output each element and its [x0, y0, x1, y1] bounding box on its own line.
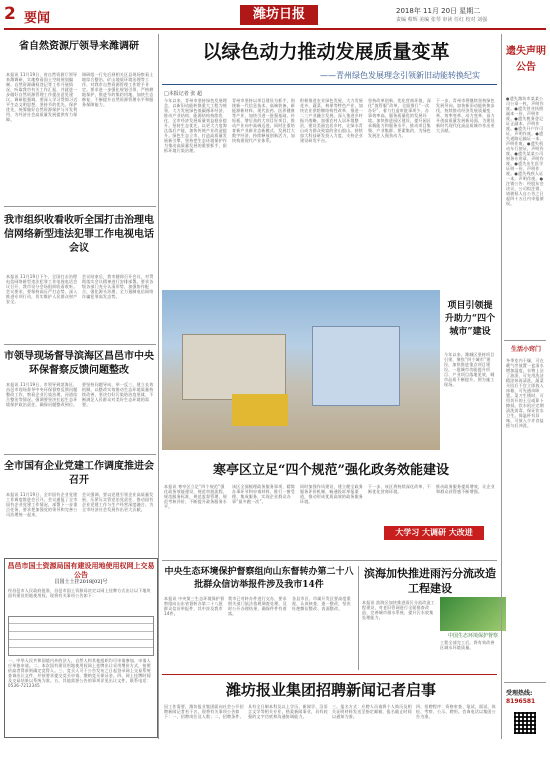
eco-badge-label: 中国生态环境保护督察: [447, 633, 498, 639]
lead-body-col2: 青州市坚持以项目建设为抓手，围绕新一代信息技术、高端装备、新能源新材料、现代医药、医养健康等产业，加快引进一批强基础、补短板、增后劲的大项目好项目，推动产业向中高端迈进。同时注重培育新产业新业态新模式，发展壮大数字经济，持续释放创新活力，加快构建现代产业体系。: [232, 98, 295, 143]
article-body: 本报讯 11月19日，市领导到滨海区、昌邑市现场督导中央环保督察反馈问题整改工作，察看企业污染治理、河道综合整治等情况。强调要坚决扛起生态环境保护政治责任，确保问题整改到位。: [6, 382, 78, 407]
article-body: 本报讯 11月19日，全市国有企业党建工作调度推进会召开。会议通报了全市国有企业党建工作情况，部署下一步重点任务，要求把加强党的领导和完善公司治理统一起来。: [6, 492, 78, 517]
excavator: [232, 394, 288, 426]
article-title: 省自然资源厅领导来潍调研: [19, 41, 139, 52]
recruit-body: 三、报名方式：应聘人员请将个人简历及相关证明材料发送至指定邮箱，报名截止时间以通知为准。: [332, 704, 412, 719]
construction-photo: [162, 290, 440, 450]
notice-title: 遗失声明公告: [506, 46, 546, 73]
recruit-body: 因工作需要，潍坊报业集团面向社会公开招聘新闻记者若干名，现将有关事项公告如下：一、招聘岗位及人数；二、招聘条件。: [164, 704, 244, 719]
article-title: 寒亭区立足“四个规范”强化政务效能建设: [213, 463, 449, 478]
article-body: 下一步，该区将持续深化改革，不断优化营商环境。: [368, 484, 431, 494]
lead-body-col5: 下一步，青州市将继续坚持绿色发展导向，加快新旧动能转换步伐，持续推动经济发展质量变革、效率变革、动力变革，奋力开创高质量发展新局面，为建设新时代现代化高品质城市作出更大贡献。: [436, 98, 495, 133]
article-title: 中央生态环境保护督察组向山东督转办第二十八批群众信访举报件涉及我市14件: [164, 567, 354, 590]
page-number: 2: [4, 4, 16, 24]
lead-headline: 以绿色动力推动发展质量变革: [202, 41, 450, 63]
lead-body-col1: 今年以来，青州市坚持绿色发展理念，以新旧动能转换重大工程为统领，大力发展绿色低碳循环经济，推动产业结构、能源结构持续优化，全市经济发展质量效益稳步提升。坚持生态优先，以更大力度淘汰落后产能，加快传统产业改造提升。绿色生态立市，打造高质量发展新引擎，坚持把生态环境保护作为推动高质量发展的重要抓手，狠抓环境污染治理。: [164, 98, 227, 153]
building: [182, 334, 286, 400]
photo-caption-body: 今年以来，潍城区坚持项目引领，聚焦“四个城市”建设，加快推进重点项目建设，一批城市功能提升项目、产业项目落地见效，城市品质不断提升。图为施工现场。: [444, 352, 495, 387]
table-subtitle: 昌国土土挂2018[02]号: [54, 579, 108, 585]
article-body: 会议强调，要以党建引领企业高质量发展，压紧压实管党治党责任，推动国有企业党建工作与生产经营深度融合，为全市经济社会发展作出更大贡献。: [82, 492, 154, 512]
section-title: 要闻: [24, 11, 51, 26]
recruit-body: 具有全日制本科及以上学历，新闻学、汉语言文学等相关专业，热爱新闻事业，具有较强的文字功底和沟通协调能力。: [248, 704, 328, 719]
recruit-body: 四、招聘程序：资格审查、笔试、面试、体检、考察、公示、聘用。咨询电话以集团公告为准。: [416, 704, 496, 719]
campaign-banner: 大学习 大调研 大改进: [384, 526, 484, 540]
article-body: 调研组一行先后到相关区县现场察看土地综合整治、矿山地质环境治理等工作，对我市自然资源管理工作给予肯定。要求进一步强化规划引领，严格耕地保护，推进节约集约用地，加快生态修复，不断提升自然资源管理水平和服务保障能力。: [82, 72, 154, 107]
table-title: 昌邑市国土资源局国有建设用地使用权网上交易公告: [7, 561, 155, 579]
tips-body: 冬季室内干燥，可在暖气旁放置一盆清水增加湿度。衣物上沾了油渍，可先用洗洁精涂抹再清洗。蔬菜买回后不宜立即放入冰箱，可先通风晾置。菜刀生锈时，可用切开的土豆或萝卜擦拭。饮水机应定期清洗消毒，保证饮水卫生。保温杯有异味，可放入少许食盐摇匀后冲洗。: [506, 358, 544, 428]
editor-meta: 责编 蔡辉 美编 张琴 审读 任红 校对 刘强: [396, 17, 488, 23]
article-body: 要坚持问题导向，举一反三，建立长效机制，以整改实效推动生态环境质量持续改善，坚决打好污染防治攻坚战，不断满足人民群众对美好生态环境的需要。: [82, 382, 154, 407]
article-body: 会议结束后，我市随即召开会议，对贯彻落实会议精神进行安排部署。要求各级各部门充分认清形势，加强协作配合，强化源头治理，全力遏制电信网络诈骗犯罪高发态势。: [82, 274, 154, 299]
eco-badge-photo: [440, 597, 506, 631]
table-intro: 经昌邑市人民政府批准，昌邑市国土资源局决定以网上挂牌方式出让以下地块国有建设用地使用权。现将有关事项公告如下：: [8, 588, 151, 598]
article-body: 本报讯 寒亭区立足“四个规范”强化政务效能建设，规范审批流程，规范服务标准，规范监督管理，规范考核评价，不断提升政务服务水平。: [164, 484, 227, 509]
article-body: 本报讯 11月19日，省自然资源厅领导来潍调研，实地察看国土空间规划编制、自然资源确权登记等工作开展情况，听取我市有关工作汇报，并就进一步做好自然资源管理工作提出意见建议。调研组强调，要深入学习贯彻习近平生态文明思想，坚持节约优先、保护优先，统筹做好自然资源保护与开发利用，为经济社会高质量发展提供有力保障。: [6, 72, 78, 122]
building: [312, 326, 400, 406]
article-body: 工程全部完工后，将有效改善区域水环境质量。: [440, 640, 495, 650]
article-title: 滨海加快推进雨污分流改造工程建设: [364, 567, 496, 595]
qr-code-icon: [514, 712, 536, 734]
phone-number: 8196581: [506, 698, 536, 705]
tips-title: 生活小窍门: [510, 346, 541, 353]
article-body: 我市已对转办件进行交办，要求相关部门依法依规调查处理，及时公开办理结果，确保件件有着落。: [228, 596, 287, 616]
article-body: 本报讯 中央第三生态环境保护督察组向山东省督转办第二十八批群众信访举报件，其中涉及我市14件。: [164, 596, 225, 616]
lead-subhead: ——青州绿色发展理念引领新旧动能转换纪实: [320, 71, 480, 80]
table-terms: 一、中华人民共和国境内外的法人、自然人和其他组织均可申请参加，申请人应单独申请。二、本次国有建设用地使用权网上挂牌出让采用增价方式，按照价高者得原则确定竞得人。三、竞买人可于公告发布之日起登录网上交易系统查询出让文件，并按要求提交竞买申请、缴纳竞买保证金。四、网上挂牌时间及交易结果以系统为准。五、其他需要公告的事项详见出让文件。联系电话：0536-7212345: [8, 658, 151, 688]
article-title: 市领导现场督导滨海区昌邑市中央环保督察反馈问题整改: [4, 351, 154, 376]
land-auction-table: [4, 558, 158, 738]
lead-body-col3: 积极推进农业绿色发展，大力发展花卉、蔬菜、林果等特色产业，加快农业供给侧结构性改革，推进一二三产业融合发展。深入推进乡村振兴战略，加强农村人居环境整治，建设美丽宜居乡村，让绿水青山成为群众致富的金山银山。持续加大科技研发投入力度，支持企业建设研发平台。: [300, 98, 363, 143]
lead-byline: □本报记者 张 超: [164, 91, 202, 97]
lead-body-col4: 坚持改革创新，优化营商环境，深化“放管服”改革，全面推行“一次办好”，着力打造审批事项少、办事效率高、服务质量优的发展环境。加快推进园区建设，提升园区承载能力和服务水平，推动项目集聚、产业集群、要素集约，为绿色发展注入强劲动力。: [368, 98, 431, 138]
article-body: 本报讯 11月19日下午，全国打击治理电信网络新型违法犯罪工作电视电话会议召开，我市设分会场组织收看收听。会议要求，要保持高压严打态势，深入推进专项行动，切实维护人民群众财产安全。: [6, 274, 78, 304]
land-table-grid: [8, 616, 154, 656]
article-title: 全市国有企业党建工作调度推进会召开: [4, 461, 154, 486]
recruit-title: 潍坊报业集团招聘新闻记者启事: [225, 681, 436, 699]
issue-date: 2018年 11月 20日 星期二: [396, 7, 481, 15]
article-body: 各县市区、市属开发区要高度重视，认真核查，逐一整改，坚决杜绝敷衍整改、表面整改。: [292, 596, 351, 611]
article-body: 推动政务服务提质增效，让企业和群众获得感不断增强。: [436, 484, 495, 494]
article-title: 我市组织收看收听全国打击治理电信网络新型违法犯罪工作电视电话会议: [4, 215, 154, 254]
masthead-rule: [4, 28, 546, 30]
article-body: 本报讯 滨海区加快推进雨污分流改造工程建设，对老旧管网进行全面排查改造，完善城市排水系统，提升污水收集处理能力。: [362, 600, 435, 620]
notice-list: ●遗失潍坊市某某公司公章一枚，声明作废。●遗失营业执照副本一份，声明作废。●遗失税务登记证正副本，声明作废。●遗失开户许可证，声明作废。●遗失道路运输证一本，声明作废。●遗失机动车行驶证，声明作废。●遗失某某公司财务专用章，声明作废。●遗失出生医学证明一份，声明作废。●遗失残疾人证一本，声明作废。●注销公告：经股东会决议，公司拟注销，请债权人自公告之日起四十五日内申报债权。: [506, 96, 544, 206]
paper-logo: 潍坊日报: [240, 5, 318, 25]
phone-label: 受理热线:: [506, 690, 533, 697]
article-body: 该区全面梳理政务服务事项，精简办事环节和申请材料，推行一窗受理、集成服务，实现企业群众办事“最多跑一次”。: [232, 484, 295, 504]
photo-caption-title: 项目引领提升助力“四个城市”建设: [444, 301, 496, 337]
article-body: 同时加强作风建设，建立健全政务服务评价机制，畅通投诉举报渠道，推动形成优质高效的政务服务环境。: [300, 484, 363, 504]
